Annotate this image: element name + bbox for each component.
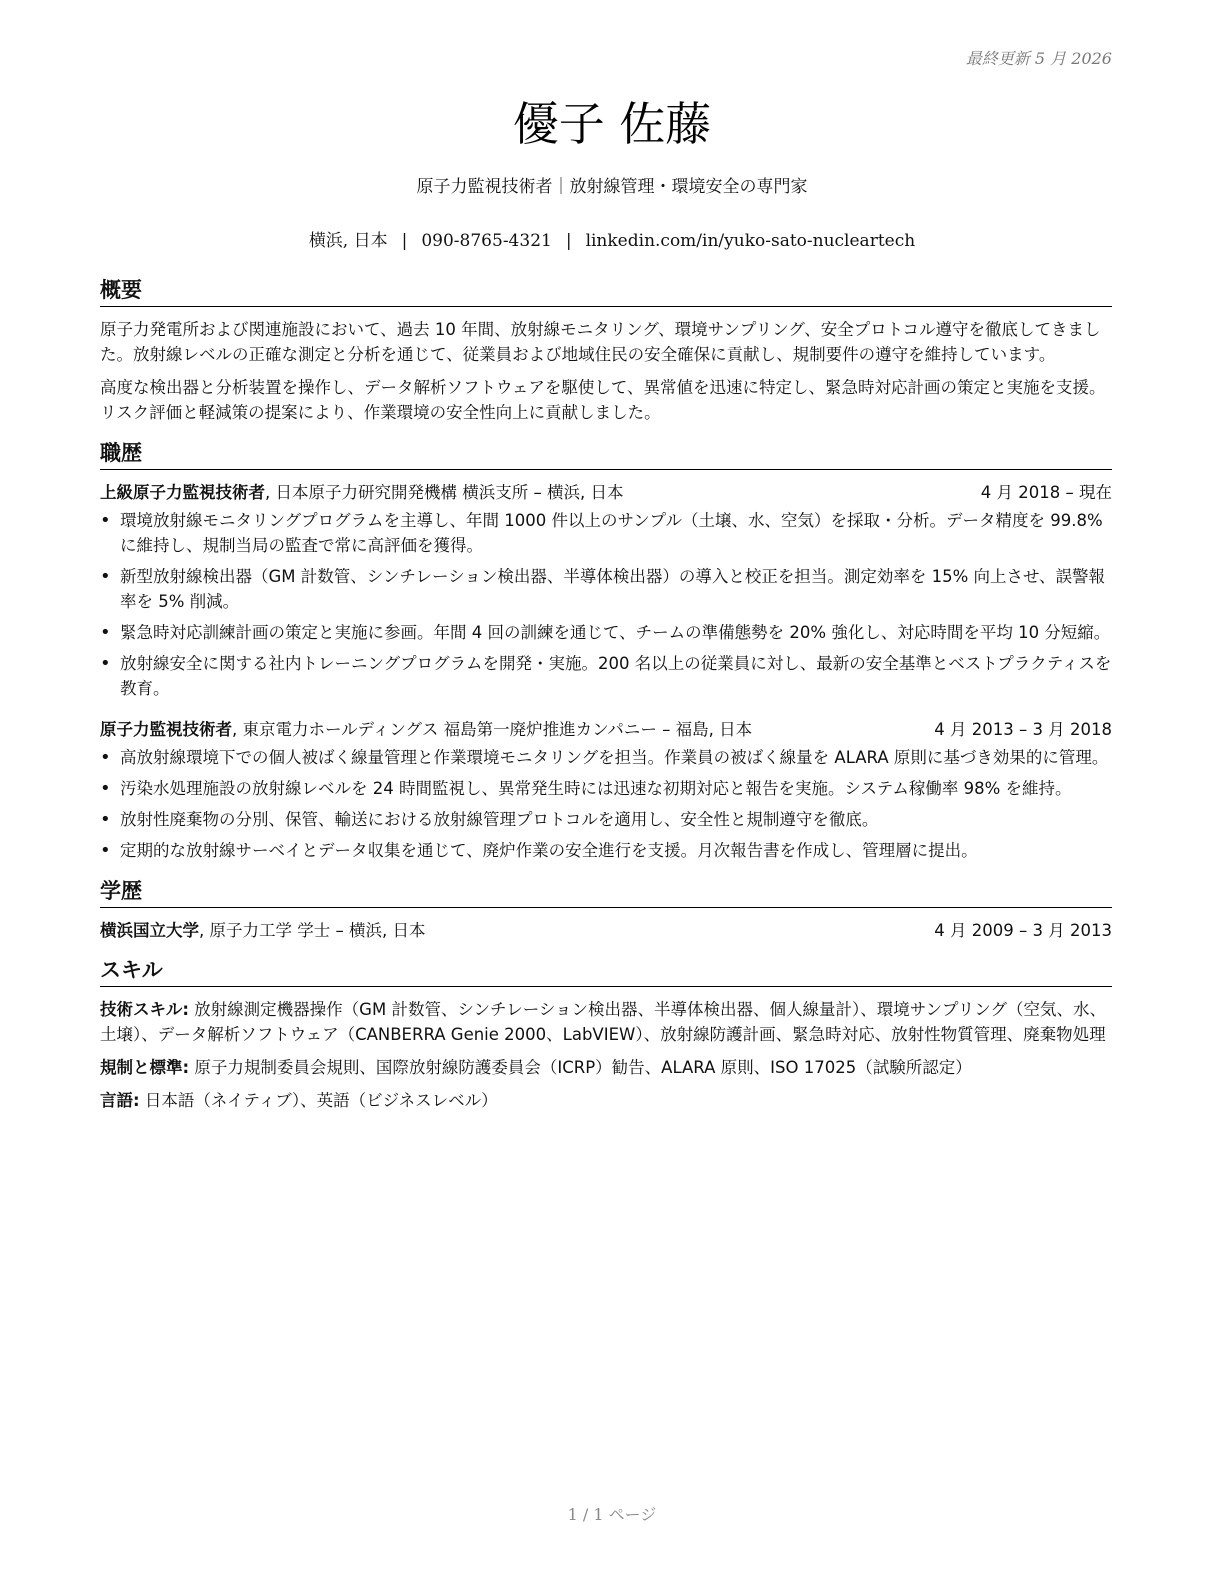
skill-line [100, 1088, 1112, 1113]
list-item: • 緊急時対応訓練計画の策定と実施に参画。年間 4 回の訓練を通じて、チームの準備態勢を 20% 強化し、対応時間を平均 10 分短縮。 [120, 620, 1112, 645]
job-bullets [100, 745, 1112, 863]
job-header [100, 717, 1112, 743]
separator: | [401, 231, 408, 251]
job-bullets [100, 508, 1112, 701]
page-indicator: 1 / 1 ページ [567, 1505, 657, 1524]
skill-text: 放射線測定機器操作（GM 計数管、シンチレーション検出器、半導体検出器、個人線量計）、環境サンプリング（空気、水、土壌）、データ解析ソフトウェア（CANBERRA Genie 2000、LabVIEW）、放射線防護計画、緊急時対応、放射性物質管理、廃棄物処理 [100, 1000, 1106, 1044]
job-role: 上級原子力監視技術者 [100, 483, 265, 502]
skill-label: 言語: [100, 1091, 140, 1110]
job-header [100, 480, 1112, 506]
skill-text: 日本語（ネイティブ）、英語（ビジネスレベル） [139, 1091, 498, 1110]
separator: | [565, 231, 572, 251]
job-role: 原子力監視技術者 [100, 720, 232, 739]
linkedin-link[interactable]: linkedin.com/in/yuko-sato-nucleartech [585, 231, 916, 251]
education-entry [100, 918, 1112, 944]
summary-paragraph: 高度な検出器と分析装置を操作し、データ解析ソフトウェアを駆使して、異常値を迅速に特定し、緊急時対応計画の策定と実施を支援。リスク評価と軽減策の提案により、作業環境の安全性向上に貢献しました。 [100, 378, 1106, 422]
job-org: , 東京電力ホールディングス 福島第一廃炉推進カンパニー – 福島, 日本 [232, 720, 753, 739]
skill-text: 原子力規制委員会規則、国際放射線防護委員会（ICRP）勧告、ALARA 原則、ISO 17025（試験所認定） [189, 1058, 972, 1077]
school-name: 横浜国立大学 [100, 921, 199, 940]
list-item: • 環境放射線モニタリングプログラムを主導し、年間 1000 件以上のサンプル（土壌、水、空気）を採取・分析。データ精度を 99.8% に維持し、規制当局の監査で常に高評価を獲得。 [120, 508, 1112, 558]
education-dates: 4 月 2009 – 3 月 2013 [934, 921, 1112, 940]
job-entry [100, 717, 1112, 863]
phone: 090-8765-4321 [421, 231, 552, 251]
last-updated: 最終更新 5 月 2026 [965, 49, 1112, 68]
list-item: • 高放射線環境下での個人被ばく線量管理と作業環境モニタリングを担当。作業員の被ばく線量を ALARA 原則に基づき効果的に管理。 [120, 745, 1112, 770]
summary-heading: 概要 [100, 276, 1112, 307]
skill-line [100, 997, 1112, 1047]
job-org: , 日本原子力研究開発機構 横浜支所 – 横浜, 日本 [265, 483, 624, 502]
list-item: • 新型放射線検出器（GM 計数管、シンチレーション検出器、半導体検出器）の導入と校正を担当。測定効率を 15% 向上させ、誤警報率を 5% 削減。 [120, 564, 1112, 614]
headline: 原子力監視技術者｜放射線管理・環境安全の専門家 [416, 177, 808, 197]
summary-paragraph: 原子力発電所および関連施設において、過去 10 年間、放射線モニタリング、環境サンプリング、安全プロトコル遵守を徹底してきました。放射線レベルの正確な測定と分析を通じて、従業員および地域住民の安全確保に貢献し、規制要件の遵守を維持しています。 [100, 320, 1101, 364]
skill-label: 技術スキル: [100, 1000, 189, 1019]
degree-detail: , 原子力工学 学士 – 横浜, 日本 [199, 921, 426, 940]
experience-heading: 職歴 [100, 439, 1112, 470]
skills-heading: スキル [100, 956, 1112, 987]
job-dates: 4 月 2013 – 3 月 2018 [934, 720, 1112, 739]
skill-line [100, 1055, 1112, 1080]
job-entry [100, 480, 1112, 701]
list-item: • 放射線安全に関する社内トレーニングプログラムを開発・実施。200 名以上の従業員に対し、最新の安全基準とベストプラクティスを教育。 [120, 651, 1112, 701]
skill-label: 規制と標準: [100, 1058, 190, 1077]
list-item: • 放射性廃棄物の分別、保管、輸送における放射線管理プロトコルを適用し、安全性と規制遵守を徹底。 [120, 807, 1112, 832]
list-item: • 定期的な放射線サーベイとデータ収集を通じて、廃炉作業の安全進行を支援。月次報告書を作成し、管理層に提出。 [120, 838, 1112, 863]
resume-content [100, 276, 1112, 1121]
contact-line [0, 226, 1224, 251]
job-dates: 4 月 2018 – 現在 [980, 483, 1112, 502]
location: 横浜, 日本 [308, 231, 388, 251]
candidate-name: 優子 佐藤 [512, 97, 712, 151]
education-heading: 学歴 [100, 877, 1112, 908]
list-item: • 汚染水処理施設の放射線レベルを 24 時間監視し、異常発生時には迅速な初期対応と報告を実施。システム稼働率 98% を維持。 [120, 776, 1112, 801]
